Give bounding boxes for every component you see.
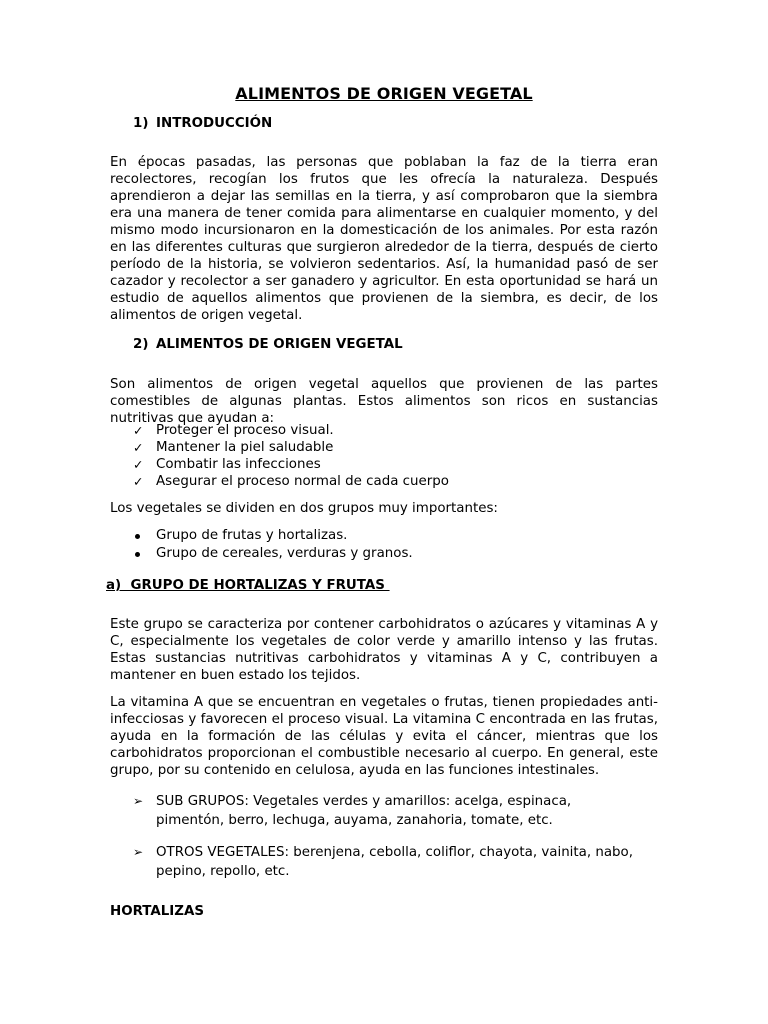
check-mark-icon: ✓ bbox=[133, 473, 144, 489]
check-mark-icon: ✓ bbox=[133, 456, 144, 472]
arrow-bullet-icon: ➢ bbox=[133, 794, 144, 808]
groups-list bbox=[156, 527, 413, 563]
benefits-list bbox=[133, 423, 449, 491]
bullet-dot-icon bbox=[135, 552, 140, 557]
section-2-number: 2) bbox=[133, 337, 149, 352]
section-1-number: 1) bbox=[133, 116, 149, 131]
groups-intro: Los vegetales se dividen en dos grupos muy importantes: bbox=[110, 501, 498, 516]
list-item: ✓ Mantener la piel saludable bbox=[133, 439, 334, 455]
list-item: ✓ Proteger el proceso visual. bbox=[133, 423, 334, 438]
list-item: Grupo de cereales, verduras y granos. bbox=[156, 545, 413, 563]
list-item: ✓ Combatir las infecciones bbox=[133, 456, 321, 472]
fruits-vegetables-paragraph-2: La vitamina A que se encuentran en vegetales o frutas, tienen propiedades anti-infecciosas y favorecen el proceso visual. La vitamina C encontrada en las frutas, ayuda en la formación de las células y evita el cáncer, mientras que los carbohidratos proporcionan el combustible necesario al cuerpo. En general, este grupo, por su contenido en celulosa, ayuda en las funciones intestinales. bbox=[110, 695, 658, 779]
section-1-heading: INTRODUCCIÓN bbox=[156, 116, 273, 131]
section-a-heading: a) GRUPO DE HORTALIZAS Y FRUTAS bbox=[106, 578, 390, 593]
list-item: ➢ SUB GRUPOS: Vegetales verdes y amarillos: acelga, espinaca, pimentón, berro, lechuga, auyama, zanahoria, tomate, etc. bbox=[133, 794, 572, 828]
list-item: Grupo de frutas y hortalizas. bbox=[156, 527, 413, 545]
hortalizas-heading: HORTALIZAS bbox=[110, 904, 204, 919]
check-mark-icon: ✓ bbox=[133, 439, 144, 455]
introduction-paragraph: En épocas pasadas, las personas que poblaban la faz de la tierra eran recolectores, recogían los frutos que les ofrecía la naturaleza. Después aprendieron a dejar las semillas en la tierra, y así comprobaron que la siembra era una manera de tener comida para alimentarse en cualquier momento, y del mismo modo incursionaron en la domesticación de los animales. Por esta razón en las diferentes culturas que surgieron alrededor de la tierra, después de cierto período de la historia, se volvieron sedentarios. Así, la humanidad pasó de ser cazador y recolector a ser ganadero y agricultor. En esta oportunidad se hará un estudio de aquellos alimentos que provienen de la siembra, es decir, de los alimentos de origen vegetal. bbox=[110, 155, 658, 323]
fruits-vegetables-paragraph-1: Este grupo se caracteriza por contener carbohidratos o azúcares y vitaminas A y C, especialmente los vegetales de color verde y amarillo intenso y las frutas. Estas sustancias nutritivas carbohidratos y vitaminas A y C, contribuyen a mantener en buen estado los tejidos. bbox=[110, 617, 658, 684]
arrow-bullet-icon: ➢ bbox=[133, 845, 144, 859]
section-2-heading: ALIMENTOS DE ORIGEN VEGETAL bbox=[156, 337, 403, 352]
bullet-dot-icon bbox=[135, 534, 140, 539]
vegetable-foods-paragraph: Son alimentos de origen vegetal aquellos que provienen de las partes comestibles de algunas plantas. Estos alimentos son ricos en sustancias nutritivas que ayudan a: bbox=[110, 377, 658, 427]
document-title: ALIMENTOS DE ORIGEN VEGETAL bbox=[235, 84, 533, 103]
list-item: ✓ Asegurar el proceso normal de cada cuerpo bbox=[133, 473, 449, 489]
check-mark-icon: ✓ bbox=[133, 423, 144, 438]
list-item: ➢ OTROS VEGETALES: berenjena, cebolla, coliflor, chayota, vainita, nabo, pepino, repollo, etc. bbox=[133, 845, 634, 879]
